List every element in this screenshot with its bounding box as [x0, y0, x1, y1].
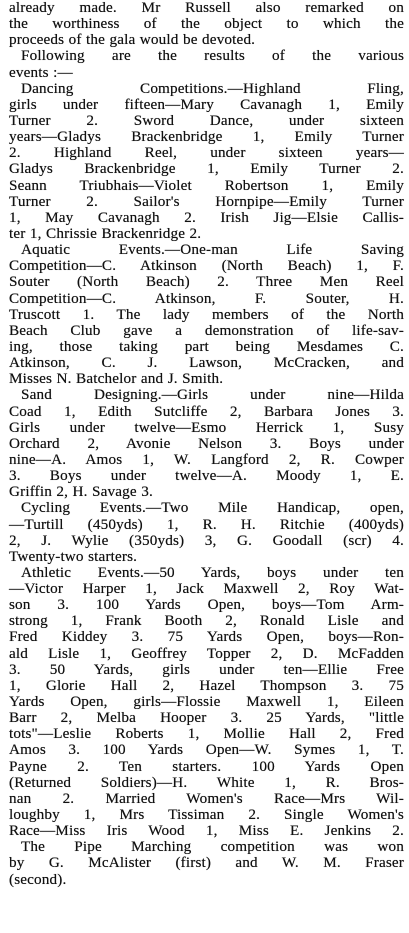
article-line: nan 2. Married Women's Race—Mrs Wil-	[9, 789, 404, 807]
article-line: Amos 3. 100 Yards Open—W. Symes 1, T.	[9, 741, 404, 759]
article-line: the worthiness of the object to which the	[9, 15, 404, 33]
article-line: Beach Club gave a demonstration of life-sav-	[9, 321, 404, 339]
article-line: Gladys Brackenbridge 1, Emily Turner 2.	[9, 160, 404, 178]
article-line: Aquatic Events.—One-man Life Saving	[21, 241, 404, 259]
article-line: Twenty-two starters.	[9, 547, 138, 565]
article-line: Turner 2. Sailor's Hornpipe—Emily Turner	[9, 192, 404, 210]
article-line: Griffin 2, H. Savage 3.	[9, 483, 153, 501]
article-line: Orchard 2, Avonie Nelson 3. Boys under	[9, 434, 404, 452]
article-line: —Turtill (450yds) 1, R. H. Ritchie (400yds)	[9, 515, 404, 533]
article-line: Truscott 1. The lady members of the North	[9, 305, 404, 323]
article-line: Turner 2. Sword Dance, under sixteen	[9, 111, 404, 129]
article-line: Payne 2. Ten starters. 100 Yards Open	[9, 757, 404, 775]
article-line: Sand Designing.—Girls under nine—Hilda	[21, 386, 404, 404]
article-line: Misses N. Batchelor and J. Smith.	[9, 370, 224, 388]
article-line: Seann Triubhais—Violet Robertson 1, Emily	[9, 176, 404, 194]
article-line: The Pipe Marching competition was won	[21, 838, 404, 856]
article-line: proceeds of the gala would be devoted.	[9, 31, 256, 49]
article-line: Athletic Events.—50 Yards, boys under ten	[21, 563, 404, 581]
article-line: (Returned Soldiers)—H. White 1, R. Bros-	[9, 773, 404, 791]
article-line: Barr 2, Melba Hooper 3. 25 Yards, "little	[9, 709, 404, 727]
newspaper-article-column	[9, 0, 404, 888]
article-line: already made. Mr Russell also remarked on	[9, 0, 404, 16]
article-line: —Victor Harper 1, Jack Maxwell 2, Roy Wat-	[9, 580, 404, 598]
article-line: 2, J. Wylie (350yds) 3, G. Goodall (scr) 4.	[9, 531, 404, 549]
article-line: Competition—C. Atkinson, F. Souter, H.	[9, 289, 404, 307]
article-line: (second).	[9, 870, 67, 888]
article-line: Fred Kiddey 3. 75 Yards Open, boys—Ron-	[9, 628, 404, 646]
article-line: 3. 50 Yards, girls under ten—Ellie Free	[9, 660, 404, 678]
article-line: ald Lisle 1, Geoffrey Topper 2, D. McFadden	[9, 644, 404, 662]
article-line: loughby 1, Mrs Tissiman 2. Single Women's	[9, 806, 404, 824]
article-line: Dancing Competitions.—Highland Fling,	[21, 79, 404, 97]
article-line: 1, May Cavanagh 2. Irish Jig—Elsie Callis-	[9, 208, 404, 226]
article-line: tots"—Leslie Roberts 1, Mollie Hall 2, Fred	[9, 725, 404, 743]
article-line: Girls under twelve—Esmo Herrick 1, Susy	[9, 418, 404, 436]
article-line: Following are the results of the various	[21, 47, 404, 65]
article-line: 1, Glorie Hall 2, Hazel Thompson 3. 75	[9, 676, 404, 694]
article-line: Coad 1, Edith Sutcliffe 2, Barbara Jones 3.	[9, 402, 404, 420]
article-line: Souter (North Beach) 2. Three Men Reel	[9, 273, 404, 291]
article-line: strong 1, Frank Booth 2, Ronald Lisle and	[9, 612, 404, 630]
article-line: nine—A. Amos 1, W. Langford 2, R. Cowper	[9, 450, 404, 468]
article-line: 3. Boys under twelve—A. Moody 1, E.	[9, 467, 404, 485]
article-line: 2. Highland Reel, under sixteen years—	[9, 144, 404, 162]
article-line: Cycling Events.—Two Mile Handicap, open,	[21, 499, 404, 517]
article-line: Race—Miss Iris Wood 1, Miss E. Jenkins 2.	[9, 822, 404, 840]
article-line: years—Gladys Brackenbridge 1, Emily Turner	[9, 128, 404, 146]
article-line: son 3. 100 Yards Open, boys—Tom Arm-	[9, 596, 404, 614]
article-line: ing, those taking part being Mesdames C.	[9, 337, 404, 355]
article-line: events :—	[9, 63, 73, 81]
article-line: Atkinson, C. J. Lawson, McCracken, and	[9, 354, 404, 372]
article-line: Yards Open, girls—Flossie Maxwell 1, Eileen	[9, 693, 404, 711]
article-line: Competition—C. Atkinson (North Beach) 1, F.	[9, 257, 404, 275]
article-line: ter 1, Chrissie Brackenridge 2.	[9, 224, 202, 242]
article-line: girls under fifteen—Mary Cavanagh 1, Emily	[9, 95, 404, 113]
article-line: by G. McAlister (first) and W. M. Fraser	[9, 854, 404, 872]
